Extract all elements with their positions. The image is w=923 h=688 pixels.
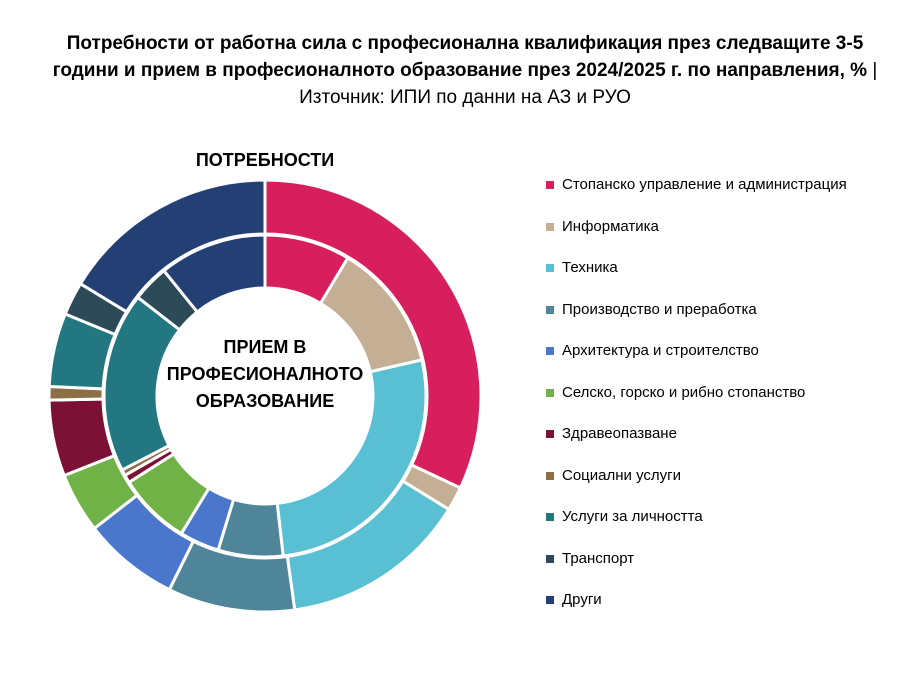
- inner-ring-label-line3: ОБРАЗОВАНИЕ: [195, 391, 335, 411]
- legend-swatch: [546, 223, 554, 231]
- legend-swatch: [546, 596, 554, 604]
- legend-label: Техника: [562, 259, 618, 276]
- legend-item: [546, 461, 847, 503]
- legend-label: Стопанско управление и администрация: [562, 176, 847, 193]
- chart-legend: [546, 170, 847, 627]
- inner-ring-label: [158, 334, 372, 415]
- title-separator: |: [867, 60, 878, 81]
- chart-source: Източник: ИПИ по данни на АЗ и РУО: [299, 87, 631, 108]
- legend-label: Информатика: [562, 217, 659, 235]
- legend-item: [546, 502, 847, 544]
- legend-label: Услуги за личността: [562, 508, 703, 525]
- legend-label: Архитектура и строителство: [562, 342, 759, 359]
- legend-item: [546, 544, 847, 586]
- legend-swatch: [546, 555, 554, 563]
- legend-label: Социални услуги: [562, 466, 682, 484]
- inner-ring-label-line2: ПРОФЕСИОНАЛНОТО: [166, 364, 364, 384]
- legend-swatch: [546, 181, 554, 189]
- legend-swatch: [546, 264, 554, 272]
- inner-ring-label-line1: ПРИЕМ В: [223, 337, 307, 357]
- legend-item: [546, 212, 847, 254]
- legend-label: Селско, горско и рибно стопанство: [562, 383, 806, 401]
- legend-swatch: [546, 472, 554, 480]
- legend-swatch: [546, 347, 554, 355]
- legend-label: Здравеопазване: [562, 425, 677, 442]
- legend-swatch: [546, 389, 554, 397]
- legend-item: [546, 253, 847, 295]
- outer-ring-label: ПОТРЕБНОСТИ: [195, 150, 335, 170]
- chart-title-main: Потребности от работна сила с професионална квалификация през следващите 3-5 години и прием в професионалното образование през 2024/2025 г. по направления, %: [52, 33, 868, 81]
- legend-item: [546, 170, 847, 212]
- legend-swatch: [546, 306, 554, 314]
- legend-item: [546, 585, 847, 627]
- legend-label: Транспорт: [562, 549, 635, 567]
- legend-label: Производство и преработка: [562, 300, 757, 318]
- legend-item: [546, 336, 847, 378]
- legend-item: [546, 419, 847, 461]
- legend-label: Други: [562, 591, 602, 608]
- legend-swatch: [546, 430, 554, 438]
- legend-swatch: [546, 513, 554, 521]
- legend-item: [546, 295, 847, 337]
- legend-item: [546, 378, 847, 420]
